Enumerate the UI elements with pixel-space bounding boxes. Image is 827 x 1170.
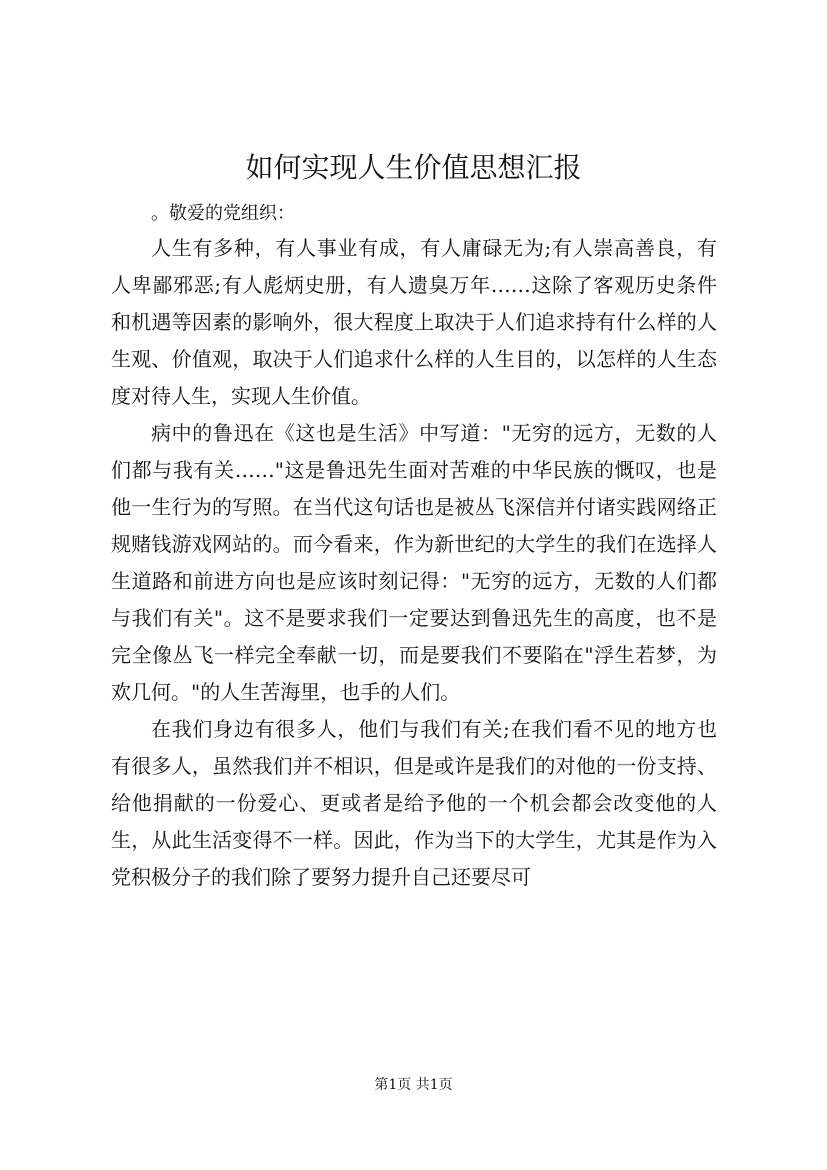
- paragraph-2: 病中的鲁迅在《这也是生活》中写道："无穷的远方，无数的人们都与我有关……"这是鲁迅先生面对苦难的中华民族的慨叹，也是他一生行为的写照。在当代这句话也是被丛飞深信并付诸实践网络正规赌钱游戏网站的。而今看来，作为新世纪的大学生的我们在选择人生道路和前进方向也是应该时刻记得："无穷的远方，无数的人们都与我们有关"。这不是要求我们一定要达到鲁迅先生的高度，也不是完全像丛飞一样完全奉献一切，而是要我们不要陷在"浮生若梦，为欢几何。"的人生苦海里，也手的人们。: [111, 421, 717, 704]
- paragraph-1: 人生有多种，有人事业有成，有人庸碌无为;有人崇高善良，有人卑鄙邪恶;有人彪炳史册，有人遗臭万年……这除了客观历史条件和机遇等因素的影响外，很大程度上取决于人们追求持有什么样的人生观、价值观，取决于人们追求什么样的人生目的，以怎样的人生态度对待人生，实现人生价值。: [111, 236, 717, 408]
- document-body: [111, 198, 717, 896]
- paragraph-3: 在我们身边有很多人，他们与我们有关;在我们看不见的地方也有很多人，虽然我们并不相识，但是或许是我们的对他的一份支持、给他捐献的一份爱心、更或者是给予他的一个机会都会改变他的人生，从此生活变得不一样。因此，作为当下的大学生，尤其是作为入党积极分子的我们除了要努力提升自己还要尽可: [111, 717, 717, 889]
- page-footer: 第1页 共1页: [374, 1077, 453, 1093]
- document-title: 如何实现人生价值思想汇报: [245, 151, 582, 184]
- salutation: 。敬爱的党组织：: [151, 203, 295, 224]
